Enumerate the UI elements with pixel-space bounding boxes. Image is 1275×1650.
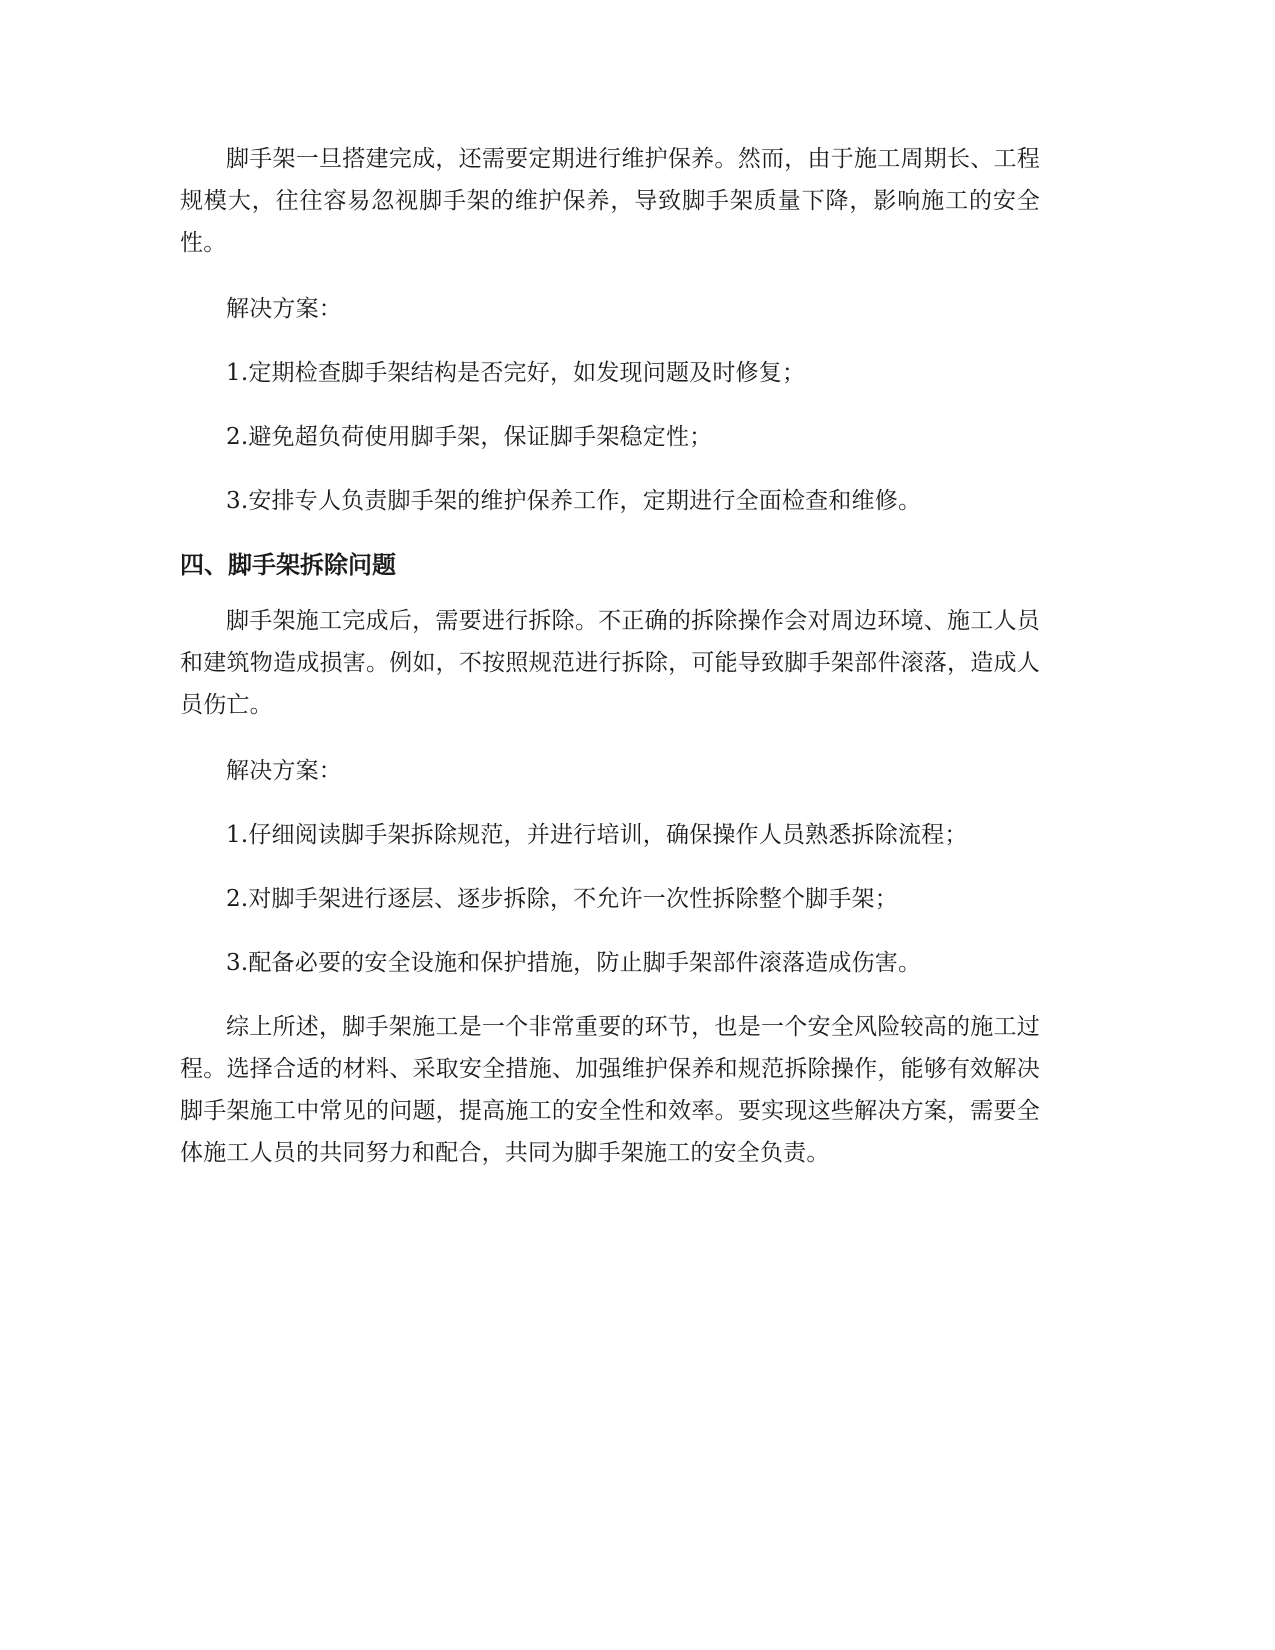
section4-intro-paragraph: 脚手架施工完成后，需要进行拆除。不正确的拆除操作会对周边环境、施工人员和建筑物造成损害。例如，不按照规范进行拆除，可能导致脚手架部件滚落，造成人员伤亡。 [180, 608, 1040, 718]
document-page [180, 138, 1040, 1174]
section4-heading: 四、脚手架拆除问题 [180, 551, 396, 579]
section4-solution-item-1: 1.仔细阅读脚手架拆除规范，并进行培训，确保操作人员熟悉拆除流程； [226, 822, 968, 848]
section3-intro-paragraph: 脚手架一旦搭建完成，还需要定期进行维护保养。然而，由于施工周期长、工程规模大，往往容易忽视脚手架的维护保养，导致脚手架质量下降，影响施工的安全性。 [180, 146, 1040, 256]
section4-solution-item-2: 2.对脚手架进行逐层、逐步拆除，不允许一次性拆除整个脚手架； [226, 886, 898, 912]
section3-solution-item-2: 2.避免超负荷使用脚手架，保证脚手架稳定性； [226, 424, 713, 450]
section3-solution-item-1: 1.定期检查脚手架结构是否完好，如发现问题及时修复； [226, 360, 806, 386]
conclusion-paragraph: 综上所述，脚手架施工是一个非常重要的环节，也是一个安全风险较高的施工过程。选择合适的材料、采取安全措施、加强维护保养和规范拆除操作，能够有效解决脚手架施工中常见的问题，提高施工的安全性和效率。要实现这些解决方案，需要全体施工人员的共同努力和配合，共同为脚手架施工的安全负责。 [180, 1014, 1040, 1166]
section4-solution-item-3: 3.配备必要的安全设施和保护措施，防止脚手架部件滚落造成伤害。 [226, 950, 922, 976]
section3-solution-item-3: 3.安排专人负责脚手架的维护保养工作，定期进行全面检查和维修。 [226, 488, 922, 514]
section3-solution-label: 解决方案： [226, 296, 342, 322]
section4-solution-label: 解决方案： [226, 758, 342, 784]
